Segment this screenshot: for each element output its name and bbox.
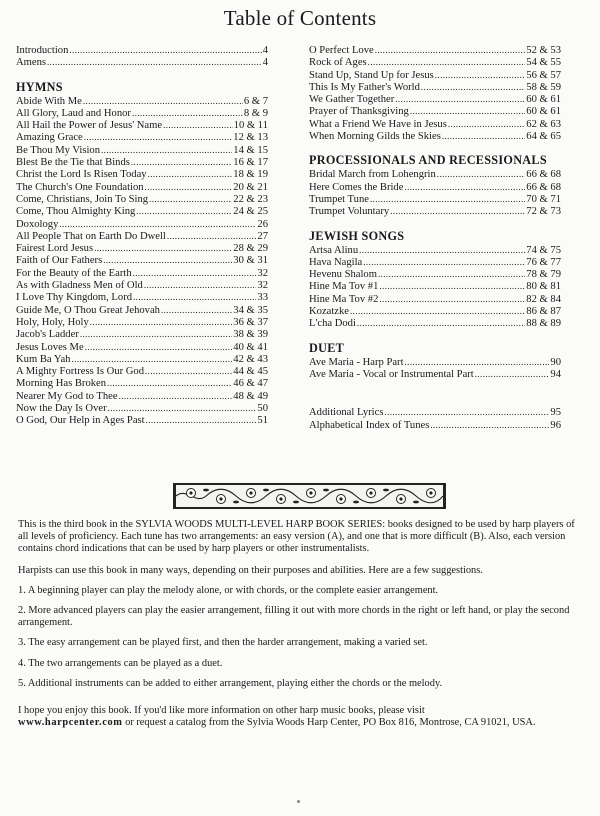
toc-leader-dots [384,406,549,419]
toc-entry [309,181,561,193]
toc-jewish-songs-list [309,244,561,330]
toc-entry-pages: 24 & 25 [233,206,268,218]
toc-entry [16,328,268,340]
toc-entry-title: Nearer My God to Thee [16,390,118,402]
toc-entry [16,414,268,426]
toc-entry [309,193,561,205]
toc-entry-pages: 50 [257,403,268,415]
toc-entry-title: Hine Ma Tov #2 [309,293,379,305]
toc-leader-dots [475,368,550,381]
toc-entry-title: Now the Day Is Over [16,403,107,415]
toc-entry-pages: 20 & 21 [233,181,268,193]
toc-entry-pages: 60 & 61 [526,106,561,118]
toc-entry [16,242,268,254]
toc-entry-title: Introduction [16,45,69,56]
toc-entry [16,377,268,389]
toc-entry-pages: 72 & 73 [526,206,561,218]
toc-entry [16,181,268,193]
toc-leader-dots [357,317,525,330]
toc-entry-title: Be Thou My Vision [16,144,101,156]
toc-leader-dots [133,291,256,304]
toc-leader-dots [107,377,232,390]
toc-entry [309,205,561,217]
toc-entry-pages: 26 [257,218,268,230]
toc-entry-pages: 44 & 45 [233,366,268,378]
toc-entry-title: Come, Thou Almighty King [16,206,136,218]
toc-leader-dots [84,131,233,144]
toc-leader-dots [131,156,232,169]
toc-leader-dots [410,105,525,118]
toc-entry-pages: 32 [257,267,268,279]
toc-entry-pages: 22 & 23 [233,193,268,205]
toc-leader-dots [368,56,526,69]
toc-entry-pages: 88 & 89 [526,318,561,330]
toc-entry-pages: 94 [550,368,561,380]
toc-entry-pages: 27 [257,230,268,242]
toc-entry-title: Amens [16,57,47,69]
toc-entry-title: Faith of Our Fathers [16,255,103,267]
toc-entry-title: Here Comes the Bride [309,181,404,193]
toc-entry-pages: 96 [550,419,561,431]
toc-entry-pages: 33 [257,292,268,304]
toc-entry-pages: 42 & 43 [233,353,268,365]
toc-entry [309,118,561,130]
toc-entry-title: Kum Ba Yah [16,353,71,365]
toc-leader-dots [145,181,233,194]
toc-entry-title: All People That on Earth Do Dwell [16,230,166,242]
floral-vine-icon [176,485,443,507]
toc-entry-pages: 4 [262,45,268,56]
toc-leader-dots [85,341,233,354]
toc-entry-title: O God, Our Help in Ages Past [16,415,145,427]
toc-entry [309,244,561,256]
page-title: Table of Contents [223,6,377,30]
toc-entry-title: The Church's One Foundation [16,181,144,193]
toc-entry [16,402,268,414]
toc-entry [309,105,561,117]
section-heading-hymns: HYMNS [16,79,63,94]
toc-entry-title: Hine Ma Tov #1 [309,281,379,293]
toc-entry-pages: 58 & 59 [526,81,561,93]
toc-entry-pages: 62 & 63 [526,118,561,130]
toc-leader-dots [370,193,525,206]
toc-entry-pages: 46 & 47 [233,378,268,390]
toc-entry [16,304,268,316]
toc-entry [309,317,561,329]
toc-leader-dots [405,356,550,369]
toc-entry-title: Morning Has Broken [16,378,107,390]
toc-entry-pages: 18 & 19 [233,169,268,181]
toc-entry-title: Alphabetical Index of Tunes [309,419,430,431]
toc-entry-pages: 48 & 49 [233,390,268,402]
toc-leader-dots [119,390,233,403]
toc-entry [309,69,561,81]
toc-entry [309,356,561,368]
toc-leader-dots [421,81,525,94]
toc-entry [309,56,561,68]
toc-entry [16,390,268,402]
toc-entry [16,218,268,230]
toc-entry [309,305,561,317]
toc-entry [16,156,268,168]
toc-leader-dots [442,130,525,143]
toc-leader-dots [47,56,262,69]
toc-leader-dots [379,280,525,293]
toc-entry-title: Blest Be the Tie that Binds [16,157,130,169]
toc-leader-dots [132,107,243,120]
toc-entry-title: A Mighty Fortress Is Our God [16,366,145,378]
toc-entry-title: Hevenu Shalom [309,269,377,281]
toc-entry-title: Doxology [16,218,59,230]
suggestion-item: 4. The two arrangements can be played as a duet. [18,657,223,669]
toc-leader-dots [90,316,232,329]
toc-right-column [309,44,561,431]
toc-entry [16,341,268,353]
toc-entry [16,56,268,68]
toc-entry-pages: 28 & 29 [233,243,268,255]
toc-leader-dots [108,402,257,415]
toc-entry-title: For the Beauty of the Earth [16,267,132,279]
toc-entry-title: Jesus Loves Me [16,341,84,353]
toc-entry-pages: 52 & 53 [526,45,561,56]
toc-left-column [16,44,268,427]
toc-hymns-continued-list [309,44,561,142]
toc-entry-pages: 16 & 17 [233,157,268,169]
introduction-text [18,519,584,738]
toc-leader-dots [80,328,232,341]
toc-entry-title: All Glory, Laud and Honor [16,107,131,119]
toc-processionals-list [309,168,561,217]
toc-entry-title: Additional Lyrics [309,407,384,419]
toc-entry [309,130,561,142]
toc-entry-title: What a Friend We Have in Jesus [309,118,447,130]
toc-entry [309,406,561,418]
toc-entry-title: Artsa Alinu [309,244,359,256]
toc-leader-dots [378,268,525,281]
toc-entry-pages: 66 & 68 [526,169,561,181]
decorative-floral-border [173,483,446,509]
toc-entry [309,293,561,305]
toc-entry-title: Kozatzke [309,306,349,318]
toc-entry-title: Fairest Lord Jesus [16,243,94,255]
toc-entry-title: Stand Up, Stand Up for Jesus [309,69,434,81]
toc-entry [16,119,268,131]
toc-entry-pages: 14 & 15 [233,144,268,156]
suggestion-item: 1. A beginning player can play the melody alone, or with chords, or the complete easier arrangement. [18,584,439,596]
toc-entry-pages: 34 & 35 [233,304,268,316]
toc-entry-title: All Hail the Power of Jesus' Name [16,120,163,132]
toc-entry [16,95,268,107]
toc-leader-dots [161,304,232,317]
toc-entry-title: Guide Me, O Thou Great Jehovah [16,304,160,316]
toc-entry [16,316,268,328]
toc-leader-dots [363,256,525,269]
toc-entry-title: Prayer of Thanksgiving [309,106,409,118]
toc-leader-dots [375,44,526,57]
toc-entry-title: Holy, Holy, Holy [16,316,89,328]
toc-entry [16,131,268,143]
toc-entry-title: Come, Christians, Join To Sing [16,193,149,205]
toc-leader-dots [136,205,232,218]
toc-leader-dots [404,181,525,194]
toc-duet-list [309,356,561,381]
toc-entry-title: Ave Maria - Harp Part [309,356,404,368]
toc-entry [16,353,268,365]
toc-entry-pages: 8 & 9 [243,107,268,119]
toc-leader-dots [83,95,243,108]
toc-leader-dots [148,168,233,181]
toc-entry [16,205,268,217]
toc-entry [309,44,561,56]
toc-entry-pages: 32 [257,280,268,292]
toc-entry-title: As with Gladness Men of Old [16,280,143,292]
toc-leader-dots [167,230,257,243]
toc-entry-pages: 82 & 84 [526,293,561,305]
toc-leader-dots [103,254,232,267]
closing-text: I hope you enjoy this book. If you'd like more information on other harp music books, please visit [18,705,425,717]
toc-entry-title: Hava Nagila [309,256,363,268]
toc-entry-title: Amazing Grace [16,132,83,144]
toc-entry [16,107,268,119]
toc-entry-pages: 6 & 7 [243,95,268,107]
toc-entry-title: Rock of Ages [309,57,367,69]
toc-hymns-list [16,95,268,427]
website-link[interactable]: www.harpcenter.com [18,717,123,729]
toc-entry-title: Christ the Lord Is Risen Today [16,169,147,181]
suggestions-intro: Harpists can use this book in many ways, depending on their purposes and abilities. Here are a few suggestions. [18,564,483,576]
toc-entry-title: Trumpet Voluntary [309,206,390,218]
toc-leader-dots [101,144,232,157]
toc-entry-pages: 36 & 37 [233,316,268,328]
toc-entry [16,44,268,56]
toc-leader-dots [359,244,525,257]
toc-leader-dots [163,119,233,132]
toc-intro-list [16,44,268,69]
toc-entry-pages: 74 & 75 [526,244,561,256]
toc-leader-dots [94,242,232,255]
toc-entry-pages: 78 & 79 [526,269,561,281]
toc-entry-title: O Perfect Love [309,45,374,56]
toc-entry-pages: 51 [257,415,268,427]
toc-leader-dots [149,193,232,206]
toc-leader-dots [395,93,525,106]
toc-entry-title: I Love Thy Kingdom, Lord [16,292,133,304]
section-heading-jewish-songs: JEWISH SONGS [309,228,405,243]
toc-entry-pages: 95 [550,407,561,419]
toc-entry-pages: 4 [262,57,268,69]
toc-leader-dots [59,218,256,231]
toc-entry-pages: 30 & 31 [233,255,268,267]
toc-entry-pages: 86 & 87 [526,306,561,318]
toc-leader-dots [430,419,549,432]
intro-paragraph: This is the third book in the SYLVIA WOODS MULTI-LEVEL HARP BOOK SERIES: books designed to be used by harp players of all levels of proficiency. Each tune has two arrangements: an easy version (A), and one that is more difficult (B). Also, each version contains chord indications that can be used by harp players or other instrumentalists. [18,519,575,555]
toc-entry [309,280,561,292]
toc-entry-title: Ave Maria - Vocal or Instrumental Part [309,368,474,380]
toc-leader-dots [379,293,525,306]
toc-entry-pages: 90 [550,356,561,368]
toc-entry-title: This Is My Father's World [309,81,420,93]
toc-entry [309,93,561,105]
toc-entry [16,254,268,266]
toc-entry [309,168,561,180]
closing-paragraph [18,705,584,729]
section-heading-duet: DUET [309,340,345,355]
toc-leader-dots [133,267,257,280]
toc-entry-pages: 70 & 71 [526,193,561,205]
toc-entry [309,81,561,93]
toc-entry-title: When Morning Gilds the Skies [309,131,441,143]
toc-entry [16,279,268,291]
toc-entry-title: We Gather Together [309,94,395,106]
toc-entry-pages: 54 & 55 [526,57,561,69]
toc-leader-dots [69,44,261,57]
toc-entry-title: Trumpet Tune [309,193,369,205]
suggestion-item: 2. More advanced players can play the easier arrangement, filling it out with more chords in the right or left hand, or play the second arrangement. [18,605,570,629]
toc-entry [309,268,561,280]
toc-entry-pages: 66 & 68 [526,181,561,193]
toc-leader-dots [144,279,257,292]
toc-leader-dots [146,414,257,427]
toc-extras-list [309,406,561,431]
toc-entry-pages: 10 & 11 [233,120,268,132]
suggestion-item: 3. The easy arrangement can be played first, and then the harder arrangement, making a varied set. [18,637,428,649]
toc-entry-title: Jacob's Ladder [16,329,79,341]
toc-entry-title: Bridal March from Lohengrin [309,169,436,181]
closing-text-continued: or request a catalog from the Sylvia Woods Harp Center, PO Box 816, Montrose, CA 91021, USA. [122,717,536,729]
section-heading-processionals: PROCESSIONALS AND RECESSIONALS [309,153,547,168]
toc-entry [16,291,268,303]
toc-entry [16,193,268,205]
toc-entry [16,230,268,242]
toc-leader-dots [435,69,525,82]
page-mark [297,800,300,803]
toc-entry-pages: 40 & 41 [233,341,268,353]
toc-entry-pages: 76 & 77 [526,256,561,268]
toc-leader-dots [71,353,232,366]
toc-entry-title: Abide With Me [16,95,82,107]
toc-entry-pages: 38 & 39 [233,329,268,341]
toc-leader-dots [390,205,525,218]
toc-entry [309,256,561,268]
toc-entry [16,168,268,180]
toc-leader-dots [350,305,525,318]
toc-entry-pages: 80 & 81 [526,281,561,293]
toc-entry-pages: 12 & 13 [233,132,268,144]
toc-entry [16,267,268,279]
toc-entry [16,365,268,377]
toc-leader-dots [145,365,232,378]
suggestion-item: 5. Additional instruments can be added to either arrangement, playing either the chords or the melody. [18,677,443,689]
toc-entry-pages: 60 & 61 [526,94,561,106]
toc-entry-pages: 64 & 65 [526,131,561,143]
toc-entry-title: L'cha Dodi [309,318,356,330]
toc-leader-dots [437,168,525,181]
toc-entry [16,144,268,156]
toc-entry [309,368,561,380]
toc-entry [309,419,561,431]
toc-entry-pages: 56 & 57 [526,69,561,81]
toc-leader-dots [448,118,525,131]
